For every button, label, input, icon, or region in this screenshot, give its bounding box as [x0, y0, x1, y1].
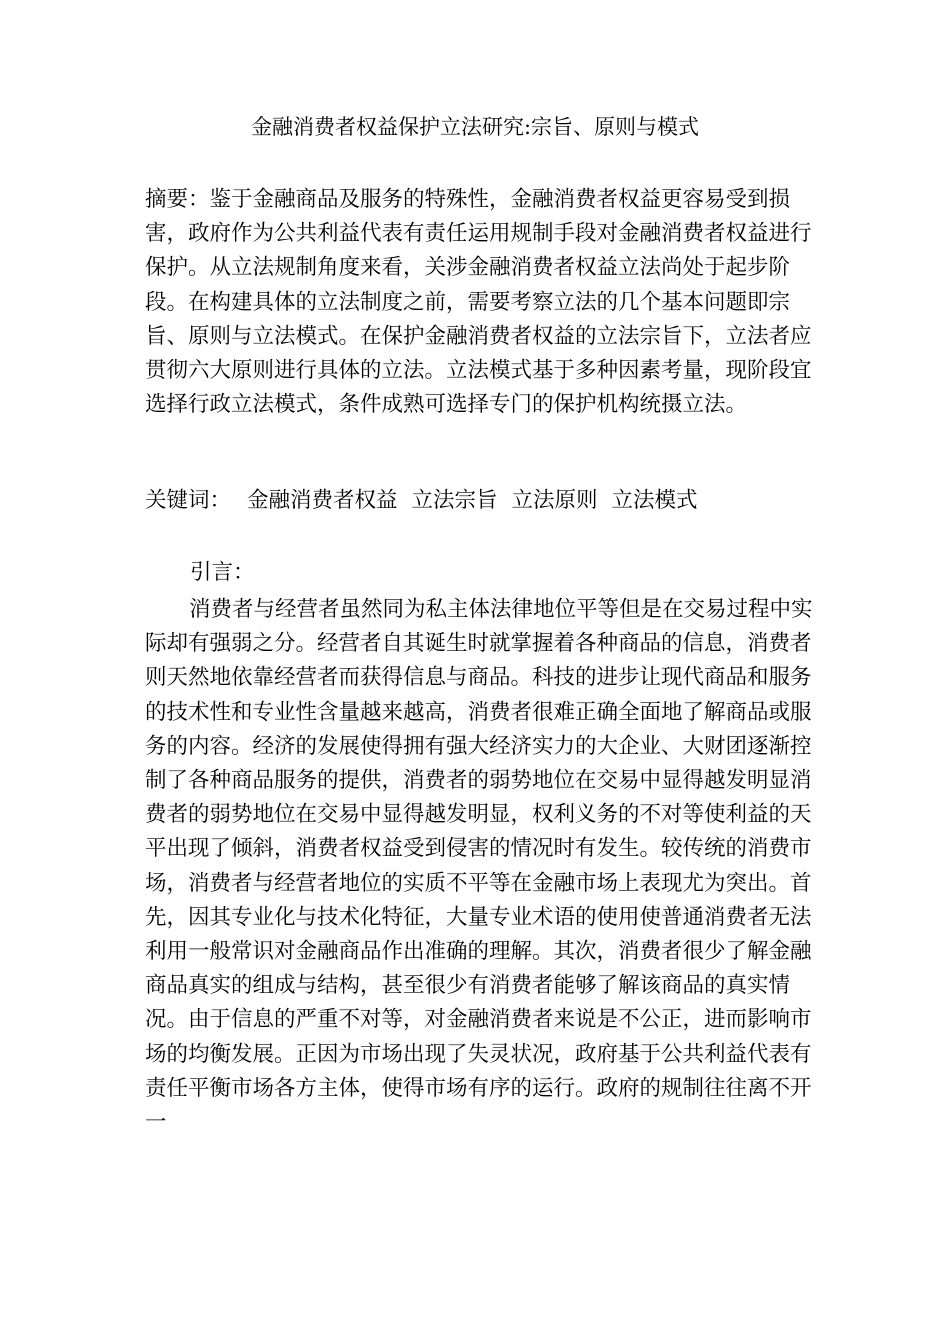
keyword-item: 立法原则: [511, 488, 598, 513]
keywords-label: 关键词：: [145, 488, 232, 513]
keyword-item: 立法模式: [611, 488, 698, 513]
abstract-paragraph: 摘要：鉴于金融商品及服务的特殊性，金融消费者权益更容易受到损害，政府作为公共利益代表有责任运用规制手段对金融消费者权益进行保护。从立法规制角度来看，关涉金融消费者权益立法尚处于起步阶段。在构建具体的立法制度之前，需要考察立法的几个基本问题即宗旨、原则与立法模式。在保护金融消费者权益的立法宗旨下，立法者应贯彻六大原则进行具体的立法。立法模式基于多种因素考量，现阶段宜选择行政立法模式，条件成熟可选择专门的保护机构统摄立法。: [145, 187, 812, 418]
keywords-line: [145, 484, 815, 518]
intro-heading: 引言：: [190, 560, 255, 585]
keyword-item: 金融消费者权益: [247, 488, 398, 513]
document-title: 金融消费者权益保护立法研究:宗旨、原则与模式: [250, 115, 700, 139]
intro-paragraph: 消费者与经营者虽然同为私主体法律地位平等但是在交易过程中实际却有强弱之分。经营者自其诞生时就掌握着各种商品的信息，消费者则天然地依靠经营者而获得信息与商品。科技的进步让现代商品和服务的技术性和专业性含量越来越高，消费者很难正确全面地了解商品或服务的内容。经济的发展使得拥有强大经济实力的大企业、大财团逐渐控制了各种商品服务的提供，消费者的弱势地位在交易中显得越发明显消费者的弱势地位在交易中显得越发明显，权利义务的不对等使利益的天平出现了倾斜，消费者权益受到侵害的情况时有发生。较传统的消费市场，消费者与经营者地位的实质不平等在金融市场上表现尤为突出。首先，因其专业化与技术化特征，大量专业术语的使用使普通消费者无法利用一般常识对金融商品作出准确的理解。其次，消费者很少了解金融商品真实的组成与结构，甚至很少有消费者能够了解该商品的真实情况。由于信息的严重不对等，对金融消费者来说是不公正，进而影响市场的均衡发展。正因为市场出现了失灵状况，政府基于公共利益代表有责任平衡市场各方主体，使得市场有序的运行。政府的规制往往离不开一: [145, 597, 813, 1136]
keyword-item: 立法宗旨: [411, 488, 498, 513]
